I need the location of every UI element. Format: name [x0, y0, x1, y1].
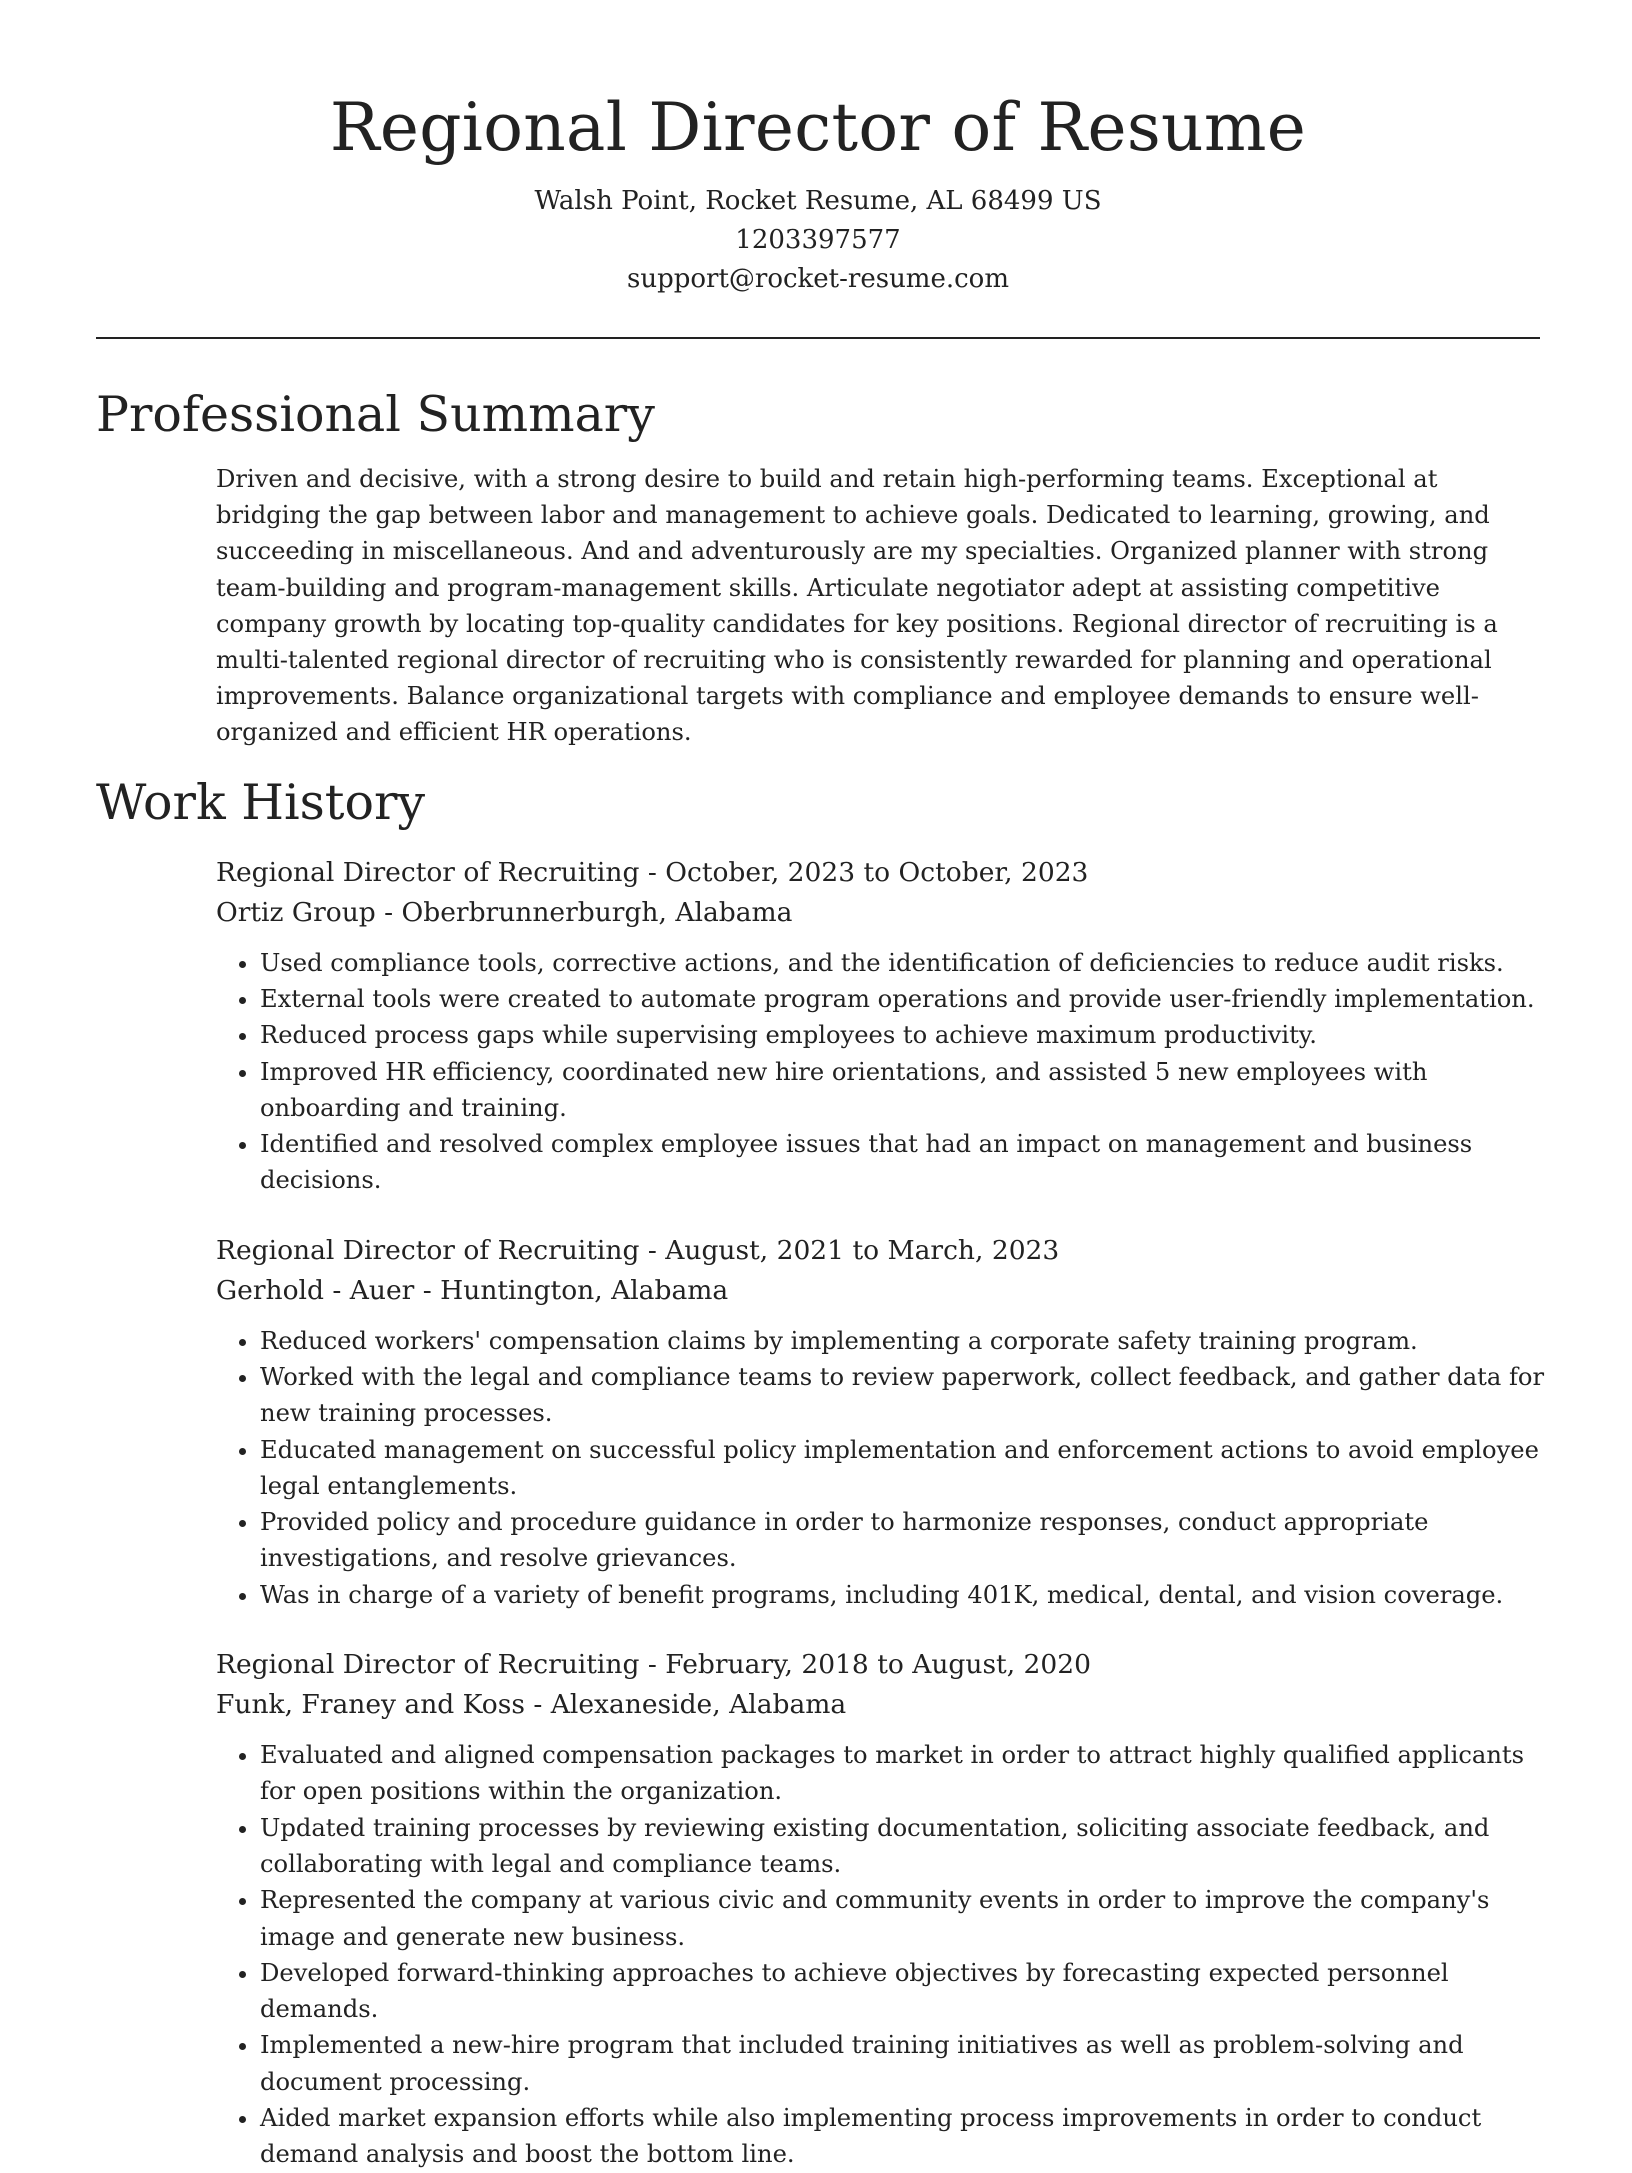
duty-item: • Educated management on successful policy implementation and enforcement actions to avoid employee legal entanglements. — [260, 1432, 1544, 1505]
duty-item: • Developed forward-thinking approaches to achieve objectives by forecasting expected personnel demands. — [260, 1955, 1544, 2028]
section-title-summary: Professional Summary — [96, 386, 655, 443]
job-duties-list — [216, 945, 1544, 1199]
duty-item: • Represented the company at various civic and community events in order to improve the company's image and generate new business. — [260, 1882, 1544, 1955]
contact-info — [96, 182, 1540, 299]
job-title-line: Regional Director of Recruiting - February, 2018 to August, 2020 — [216, 1649, 1091, 1681]
header-divider — [96, 337, 1540, 339]
job-company: Gerhold - Auer — [216, 1274, 415, 1306]
job-company-line: Gerhold - Auer - Huntington, Alabama — [216, 1274, 729, 1306]
resume-page — [96, 0, 1545, 2173]
job-role: Regional Director of Recruiting — [216, 1234, 640, 1266]
phone-number: 1203397577 — [735, 225, 901, 255]
job-dates: August, 2021 to March, 2023 — [665, 1234, 1060, 1266]
summary-paragraph: Driven and decisive, with a strong desire to build and retain high-performing teams. Exceptional at bridging the gap between labor and management to achieve goals. Dedicated to learning, growing, and succeeding in miscellaneous. And and adventurously are my specialties. Organized planner with strong team-building and program-management skills. Articulate negotiator adept at assisting competitive company growth by locating top-quality candidates for key positions. Regional director of recruiting is a multi-talented regional director of recruiting who is consistently rewarded for planning and operational improvements. Balance organizational targets with compliance and employee demands to ensure well-organized and efficient HR operations. — [216, 465, 1498, 747]
job-company: Funk, Franey and Koss — [216, 1689, 525, 1721]
duty-item: • Reduced process gaps while supervising employees to achieve maximum productivity. — [260, 1017, 1544, 1053]
duty-item: • Evaluated and aligned compensation packages to market in order to attract highly qualified applicants for open positions within the organization. — [260, 1737, 1544, 1810]
duty-item: • Worked with the legal and compliance teams to review paperwork, collect feedback, and gather data for new training processes. — [260, 1359, 1544, 1432]
job-company: Ortiz Group — [216, 896, 376, 928]
professional-summary-section — [96, 383, 1540, 751]
job-duties-list — [216, 1323, 1544, 1613]
email-address: support@rocket-resume.com — [626, 264, 1009, 294]
job-dates: October, 2023 to October, 2023 — [665, 856, 1089, 888]
duty-item: • Was in charge of a variety of benefit programs, including 401K, medical, dental, and vision coverage. — [260, 1577, 1544, 1613]
duty-item: • Aided market expansion efforts while also implementing process improvements in order to conduct demand analysis and boost the bottom line. — [260, 2100, 1544, 2173]
job-entry — [216, 1231, 1544, 1613]
job-location: Alexaneside, Alabama — [550, 1689, 847, 1721]
duty-item: • Implemented a new-hire program that included training initiatives as well as problem-solving and document processing. — [260, 2027, 1544, 2100]
duty-item: • Provided policy and procedure guidance in order to harmonize responses, conduct appropriate investigations, and resolve grievances. — [260, 1504, 1544, 1577]
duty-item: • Reduced workers' compensation claims by implementing a corporate safety training program. — [260, 1323, 1544, 1359]
duty-item: • Identified and resolved complex employee issues that had an impact on management and business decisions. — [260, 1126, 1544, 1199]
job-entry — [216, 853, 1544, 1199]
candidate-name: Regional Director of Resume — [329, 89, 1307, 166]
job-location: Oberbrunnerburgh, Alabama — [401, 896, 793, 928]
resume-header — [96, 0, 1540, 299]
job-role: Regional Director of Recruiting — [216, 1649, 640, 1681]
job-title-line: Regional Director of Recruiting - October, 2023 to October, 2023 — [216, 856, 1089, 888]
job-title-line: Regional Director of Recruiting - August, 2021 to March, 2023 — [216, 1234, 1060, 1266]
work-history-section — [96, 771, 1545, 2173]
job-location: Huntington, Alabama — [440, 1274, 729, 1306]
job-dates: February, 2018 to August, 2020 — [665, 1649, 1091, 1681]
duty-item: • Improved HR efficiency, coordinated new hire orientations, and assisted 5 new employees with onboarding and training. — [260, 1054, 1544, 1127]
duty-item: • External tools were created to automate program operations and provide user-friendly implementation. — [260, 981, 1544, 1017]
job-company-line: Ortiz Group - Oberbrunnerburgh, Alabama — [216, 896, 793, 928]
duty-item: • Updated training processes by reviewing existing documentation, soliciting associate feedback, and collaborating with legal and compliance teams. — [260, 1810, 1544, 1883]
section-title-work-history: Work History — [96, 773, 426, 831]
job-role: Regional Director of Recruiting — [216, 856, 640, 888]
job-duties-list — [216, 1737, 1544, 2173]
job-entry — [216, 1645, 1544, 2173]
address: Walsh Point, Rocket Resume, AL 68499 US — [534, 186, 1102, 216]
duty-item: • Used compliance tools, corrective actions, and the identification of deficiencies to reduce audit risks. — [260, 945, 1544, 981]
job-company-line: Funk, Franey and Koss - Alexaneside, Alabama — [216, 1689, 847, 1721]
